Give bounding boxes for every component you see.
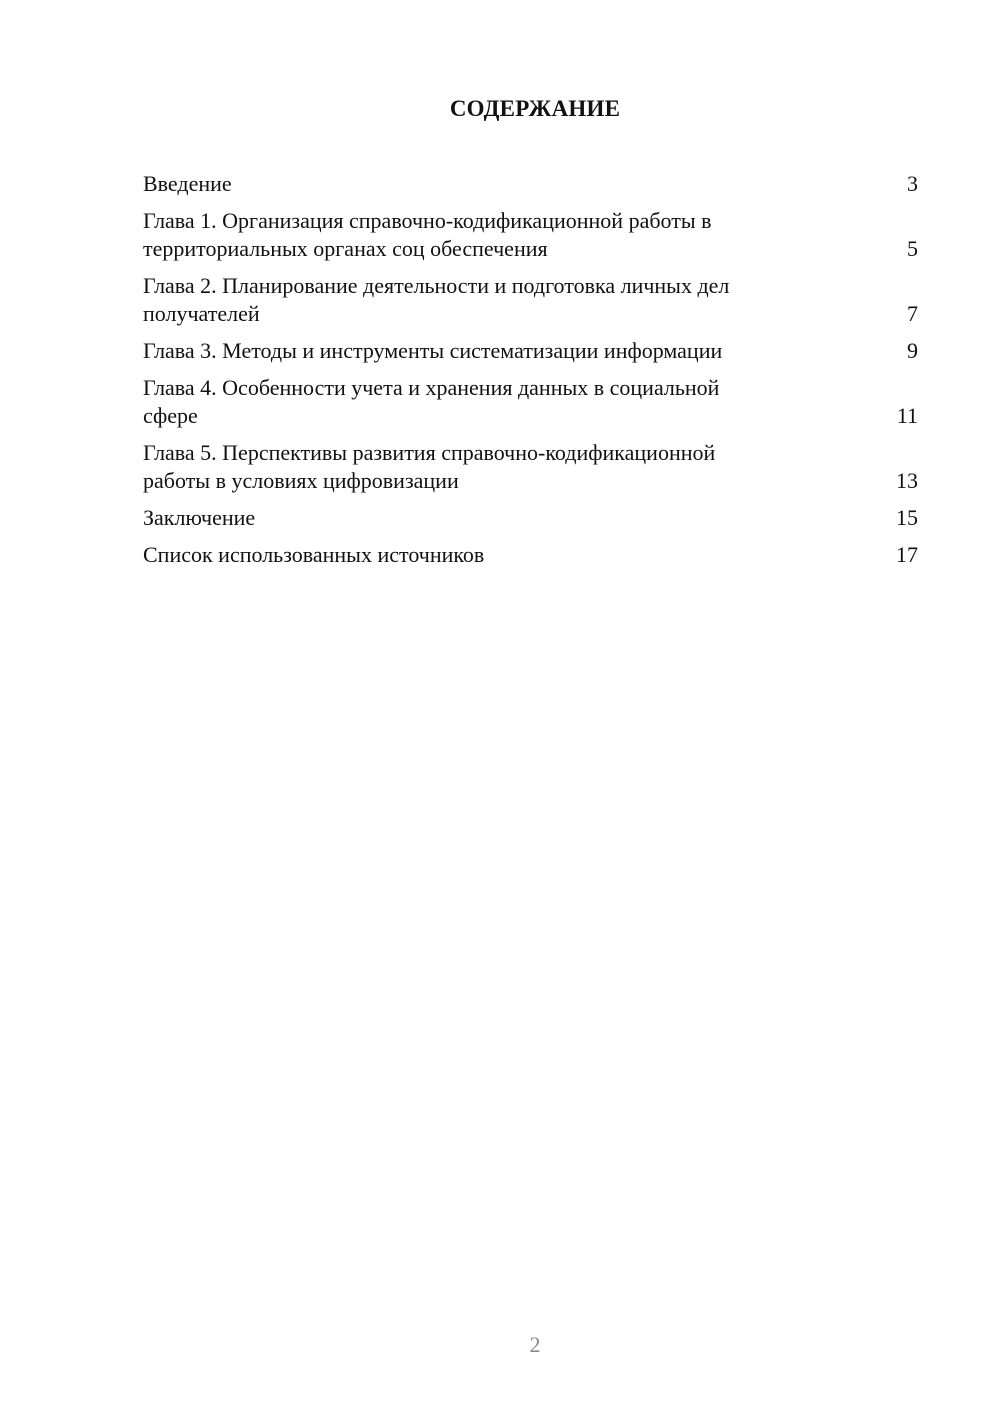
toc-entry-page: 17 (896, 542, 918, 567)
toc-entry-text: Глава 3. Методы и инструменты систематизации информации (143, 338, 723, 363)
toc-entry-text: Введение (143, 171, 232, 196)
toc-entry-text: Заключение (143, 505, 256, 530)
toc-entry-page: 15 (896, 505, 918, 530)
toc-entry-page: 3 (907, 171, 918, 196)
toc-entry-introduction (143, 170, 918, 198)
toc-entry-chapter-1 (143, 207, 918, 263)
toc-entry-text: Список использованных источников (143, 542, 485, 567)
toc-entry-text: Глава 1. Организация справочно-кодификационной работы в территориальных органах соц обеспечения (143, 208, 712, 261)
toc-entry-text: Глава 4. Особенности учета и хранения данных в социальной сфере (143, 375, 720, 428)
toc-entry-chapter-5 (143, 439, 918, 495)
toc-entry-chapter-3 (143, 337, 918, 365)
table-of-contents (143, 170, 918, 578)
toc-entry-text: Глава 2. Планирование деятельности и подготовка личных дел получателей (143, 273, 730, 326)
toc-entry-page: 9 (907, 338, 918, 363)
toc-entry-text: Глава 5. Перспективы развития справочно-кодификационной работы в условиях цифровизации (143, 440, 716, 493)
toc-entry-chapter-4 (143, 374, 918, 430)
toc-entry-chapter-2 (143, 272, 918, 328)
toc-entry-page: 11 (896, 403, 918, 428)
page-title: СОДЕРЖАНИЕ (449, 96, 621, 121)
toc-entry-page: 7 (907, 301, 918, 326)
toc-entry-page: 13 (896, 468, 918, 493)
toc-entry-page: 5 (907, 236, 918, 261)
page-number: 2 (529, 1332, 541, 1357)
toc-entry-conclusion (143, 504, 918, 532)
toc-entry-references (143, 541, 918, 569)
